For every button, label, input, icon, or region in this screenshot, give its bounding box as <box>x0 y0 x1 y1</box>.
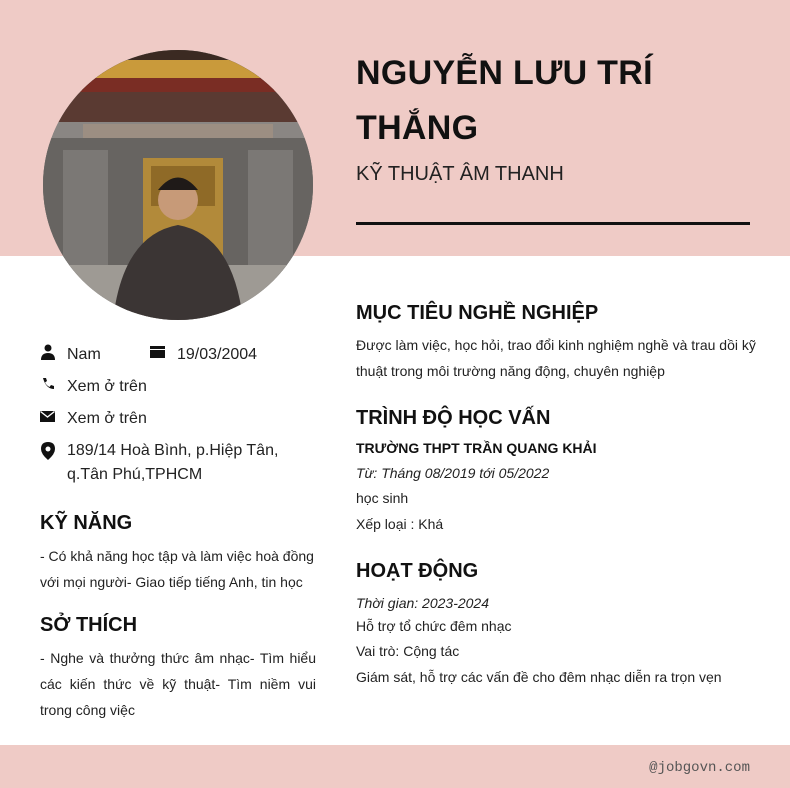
address-value: 189/14 Hoà Bình, p.Hiệp Tân, q.Tân Phú,TPHCM <box>67 442 279 483</box>
email-value: Xem ở trên <box>67 410 147 427</box>
birthday-value: 19/03/2004 <box>177 346 258 363</box>
phone-row <box>40 375 147 399</box>
skills-text: - Có khả năng học tập và làm việc hoà đồng với mọi người- Giao tiếp tiếng Anh, tin học <box>40 548 314 590</box>
objective-title: MỤC TIÊU NGHỀ NGHIỆP <box>356 302 599 324</box>
activity-role: Vai trò: Cộng tác <box>356 643 460 659</box>
hobbies-text: - Nghe và thưởng thức âm nhạc- Tìm hiểu các kiến thức về kỹ thuật- Tìm niềm vui trong công việc <box>40 650 316 718</box>
objective-text: Được làm việc, học hỏi, trao đổi kinh nghiệm nghề và trau dồi kỹ thuật trong môi trường năng động, chuyên nghiệp <box>356 337 756 379</box>
phone-icon <box>40 375 55 393</box>
activity-name: Hỗ trợ tổ chức đêm nhạc <box>356 618 512 634</box>
education-grade: Xếp loại : Khá <box>356 516 444 532</box>
person-icon <box>40 343 55 361</box>
gender-row <box>40 343 101 367</box>
birthday-row <box>150 343 257 367</box>
header-divider <box>356 222 750 225</box>
gender-value: Nam <box>67 346 101 363</box>
calendar-icon <box>150 343 165 361</box>
location-pin-icon <box>40 439 55 463</box>
activities-title: HOẠT ĐỘNG <box>356 560 479 582</box>
activity-description: Giám sát, hỗ trợ các vấn đề cho đêm nhạc diễn ra trọn vẹn <box>356 669 722 685</box>
watermark: @jobgovn.com <box>649 760 750 776</box>
activity-period: Thời gian: 2023-2024 <box>356 595 489 611</box>
address-row <box>40 439 300 487</box>
school-name: TRƯỜNG THPT TRẦN QUANG KHẢI <box>356 440 597 456</box>
hobbies-title: SỞ THÍCH <box>40 614 138 636</box>
candidate-name: NGUYỄN LƯU TRÍ THẮNG <box>356 54 653 147</box>
education-title: TRÌNH ĐỘ HỌC VẤN <box>356 407 551 429</box>
email-row <box>40 407 147 431</box>
skills-title: KỸ NĂNG <box>40 512 133 534</box>
job-title: KỸ THUẬT ÂM THANH <box>356 163 564 185</box>
education-period: Từ: Tháng 08/2019 tới 05/2022 <box>356 465 550 481</box>
education-role: học sinh <box>356 490 409 506</box>
mail-icon <box>40 407 55 425</box>
profile-photo <box>43 50 313 320</box>
phone-value: Xem ở trên <box>67 378 147 395</box>
